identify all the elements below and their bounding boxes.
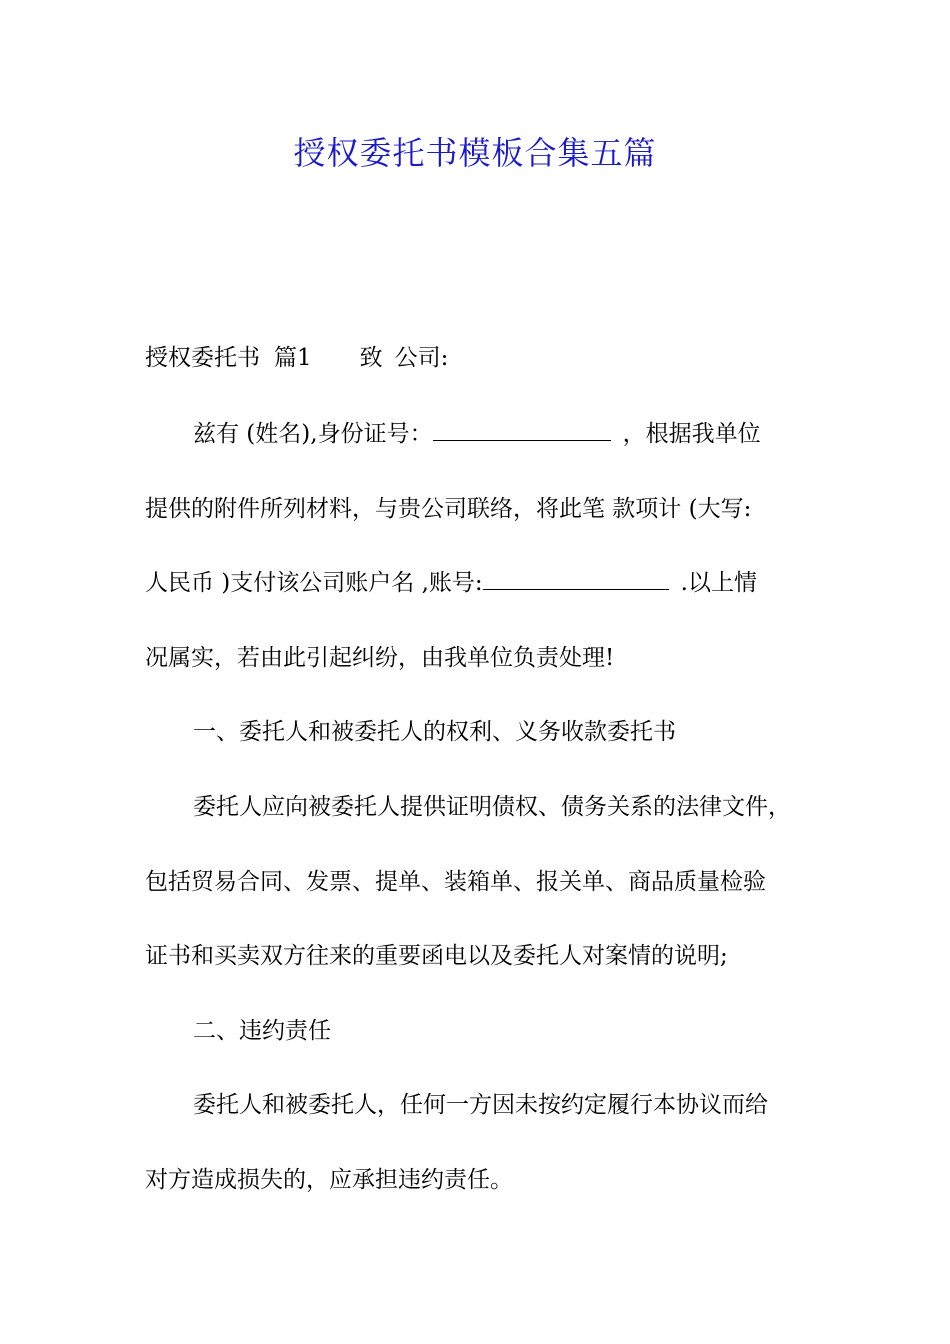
heading-line (145, 340, 815, 376)
id-number-blank (433, 420, 611, 441)
heading-to: 致 (359, 345, 383, 371)
section1-heading: 一、委托人和被委托人的权利、义务收款委托书 (193, 719, 676, 745)
paragraph1-line1-start: 兹有 (姓名),身份证号： (193, 421, 433, 447)
section1-line2: 包括贸易合同、发票、提单、装箱单、报关单、商品质量检验 (145, 869, 766, 895)
paragraph1-line3-end: .以上情 (680, 570, 757, 596)
account-number-blank (483, 569, 669, 590)
paragraph1-line1 (193, 416, 815, 452)
heading-part: 篇1 (274, 345, 312, 371)
section2-heading: 二、违约责任 (193, 1018, 331, 1044)
document-title: 授权委托书模板合集五篇 (293, 134, 657, 172)
heading-company: 公司: (394, 345, 449, 371)
section2-line1: 委托人和被委托人，任何一方因未按约定履行本协议而给 (193, 1092, 768, 1118)
paragraph1-line3-start: 人民币 )支付该公司账户名 ,账号: (145, 570, 483, 596)
paragraph1-line4: 况属实，若由此引起纠纷，由我单位负责处理! (145, 645, 615, 671)
paragraph1-line1-end: ，根据我单位 (622, 421, 761, 447)
section1-line3: 证书和买卖双方往来的重要函电以及委托人对案情的说明; (145, 943, 728, 969)
section2-line2: 对方造成损失的，应承担违约责任。 (145, 1167, 513, 1193)
paragraph1-line3 (145, 565, 815, 601)
section1-line1: 委托人应向被委托人提供证明债权、债务关系的法律文件， (193, 794, 791, 820)
paragraph1-line2: 提供的附件所列材料，与贵公司联络，将此笔 款项计 (大写: (145, 496, 752, 522)
heading-label: 授权委托书 (145, 345, 260, 371)
